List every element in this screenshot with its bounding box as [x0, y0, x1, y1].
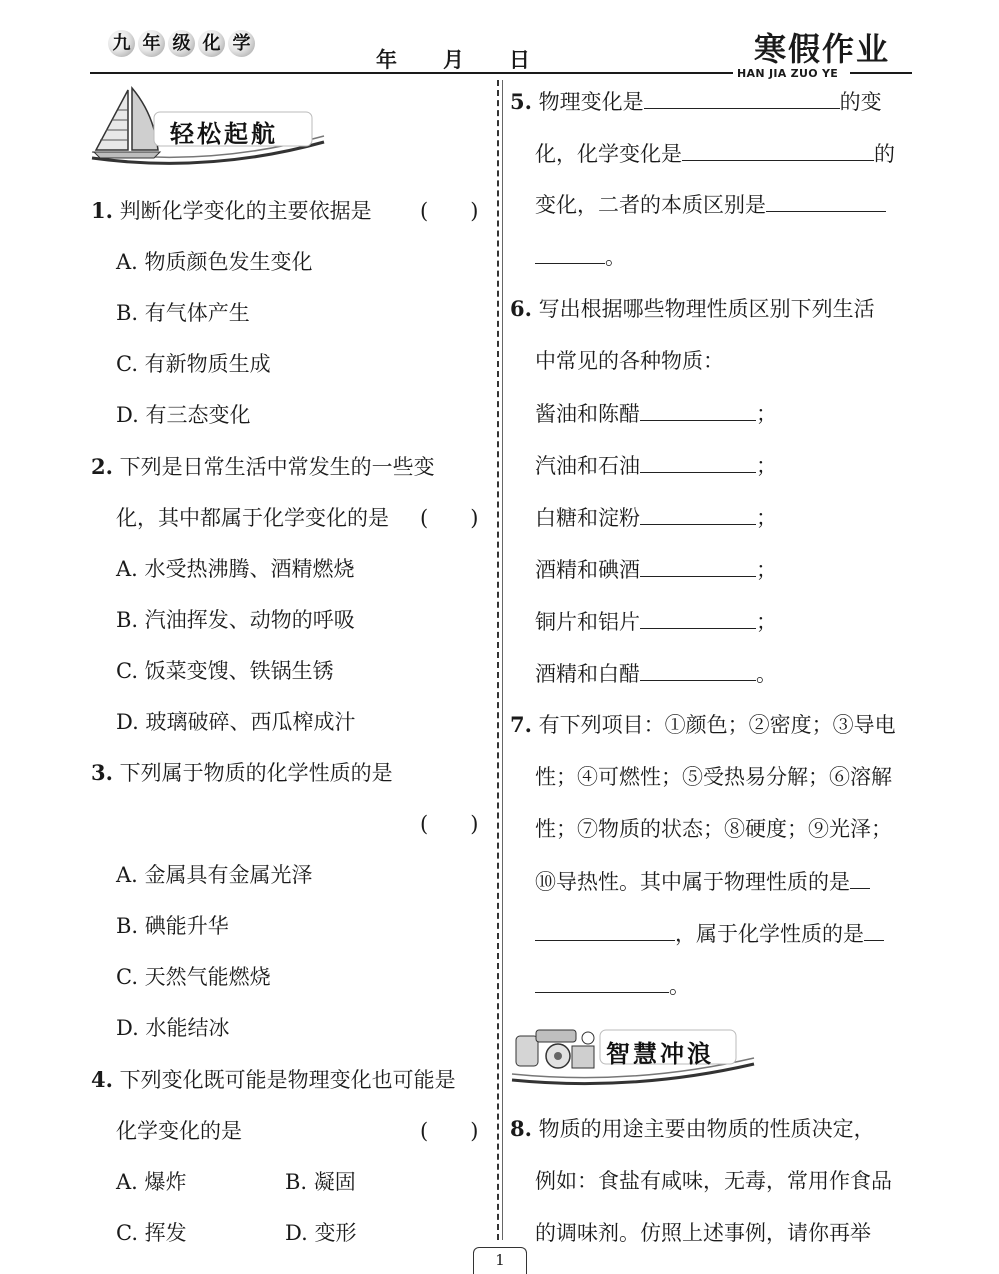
answer-blank[interactable]: [535, 243, 605, 264]
answer-blank[interactable]: [640, 400, 756, 421]
header-rule-right: [850, 72, 912, 74]
fill-item: [535, 452, 777, 479]
question-7-line-4: [535, 868, 870, 895]
question-number: 2.: [91, 454, 113, 479]
grade-char: 级: [168, 30, 195, 57]
question-7-line-6: [535, 972, 690, 999]
option-a: A. 金属具有金属光泽: [116, 863, 313, 887]
question-stem: 下列变化既可能是物理变化也可能是: [119, 1068, 456, 1092]
fill-item-label: 酒精和碘酒: [535, 558, 640, 582]
fill-item-end: ；: [756, 506, 777, 530]
question-number: 3.: [91, 760, 113, 785]
question-5-line-4: [535, 243, 626, 270]
answer-paren: ( ): [420, 812, 479, 836]
question-stem: 下列是日常生活中常发生的一些变: [119, 455, 435, 479]
question-stem-cont: 化学变化的是: [116, 1119, 242, 1143]
option-a: A. 水受热沸腾、酒精燃烧: [116, 557, 355, 581]
option-b: B. 碘能升华: [116, 914, 229, 938]
answer-paren: ( ): [420, 506, 479, 530]
question-stem-cont: 化，其中都属于化学变化的是: [116, 506, 389, 530]
option-c: C. 天然气能燃烧: [116, 965, 271, 989]
grade-label: [108, 30, 255, 57]
option-b: B. 汽油挥发、动物的呼吸: [116, 608, 355, 632]
grade-char: 化: [198, 30, 225, 57]
page-title: 寒假作业: [754, 30, 891, 68]
fill-item-end: ；: [756, 558, 777, 582]
fill-item: [535, 556, 777, 583]
question-stem: 写出根据哪些物理性质区别下列生活: [538, 297, 875, 321]
fill-item: [535, 608, 777, 635]
answer-blank[interactable]: [640, 608, 756, 629]
date-month: 月: [443, 48, 464, 72]
fill-item: [535, 504, 777, 531]
question-1: [91, 198, 372, 224]
option-d: D. 玻璃破碎、西瓜榨成汁: [116, 710, 356, 734]
question-2: [91, 454, 435, 480]
grade-char: 年: [138, 30, 165, 57]
fill-item-label: 酱油和陈醋: [535, 402, 640, 426]
question-number: 8.: [510, 1116, 532, 1141]
grade-char: 学: [228, 30, 255, 57]
question-stem: 下列属于物质的化学性质的是: [119, 761, 393, 785]
answer-blank[interactable]: [644, 88, 840, 109]
answer-blank[interactable]: [535, 972, 669, 993]
question-5: [510, 88, 882, 115]
question-number: 4.: [91, 1067, 113, 1092]
question-6: [510, 296, 875, 322]
question-5-line-3: [535, 191, 886, 218]
option-b: B. 凝固: [285, 1170, 356, 1194]
date-year: 年: [376, 48, 397, 72]
section-title-2: 智慧冲浪: [606, 1040, 714, 1068]
question-3: [91, 760, 393, 786]
question-8: [510, 1116, 875, 1142]
question-text: 物理变化是: [538, 90, 644, 114]
question-7: [510, 712, 896, 738]
section-title-1: 轻松起航: [170, 120, 278, 148]
question-text: 的: [874, 142, 895, 166]
section-banner-1: [88, 84, 328, 168]
section-banner-2: [508, 1022, 758, 1088]
option-c: C. 饭菜变馊、铁锅生锈: [116, 659, 334, 683]
answer-blank[interactable]: [682, 140, 874, 161]
grade-char: 九: [108, 30, 135, 57]
answer-blank[interactable]: [640, 452, 756, 473]
question-number: 5.: [510, 89, 532, 114]
question-text: 化，化学变化是: [535, 142, 682, 166]
fill-item-label: 白糖和淀粉: [535, 506, 640, 530]
question-text: 的调味剂。仿照上述事例，请你再举: [535, 1221, 871, 1245]
fill-item: [535, 660, 777, 687]
question-7-line-5: [535, 920, 884, 947]
column-divider-inner: [502, 80, 503, 1240]
fill-item: [535, 400, 777, 427]
page-number: 1: [473, 1247, 527, 1274]
option-d: D. 水能结冰: [116, 1016, 230, 1040]
fill-item-end: ；: [756, 402, 777, 426]
fill-item-end: ；: [756, 454, 777, 478]
answer-blank[interactable]: [640, 504, 756, 525]
question-text: 物质的用途主要由物质的性质决定，: [538, 1117, 875, 1141]
answer-blank[interactable]: [535, 920, 675, 941]
question-stem-cont: 中常见的各种物质：: [535, 349, 724, 373]
answer-paren: ( ): [420, 199, 479, 223]
option-c: C. 挥发: [116, 1221, 187, 1245]
question-5-line-2: [535, 140, 895, 167]
answer-blank[interactable]: [766, 191, 886, 212]
question-text: ⑩导热性。其中属于物理性质的是: [535, 870, 850, 894]
question-stem: 判断化学变化的主要依据是: [119, 199, 372, 223]
question-4: [91, 1067, 456, 1093]
answer-blank[interactable]: [850, 868, 870, 889]
answer-blank[interactable]: [640, 556, 756, 577]
option-d: D. 有三态变化: [116, 403, 251, 427]
question-number: 1.: [91, 198, 113, 223]
question-text: 变化，二者的本质区别是: [535, 193, 766, 217]
option-d: D. 变形: [285, 1221, 357, 1245]
option-a: A. 物质颜色发生变化: [116, 250, 313, 274]
question-text: 。: [605, 245, 626, 269]
option-b: B. 有气体产生: [116, 301, 250, 325]
question-text: 例如：食盐有咸味，无毒，常用作食品: [535, 1169, 892, 1193]
fill-item-end: ；: [756, 610, 777, 634]
answer-blank[interactable]: [640, 660, 756, 681]
fill-item-end: 。: [756, 662, 777, 686]
question-text: 性；④可燃性；⑤受热易分解；⑥溶解: [535, 765, 892, 789]
question-number: 6.: [510, 296, 532, 321]
question-text: 。: [669, 974, 690, 998]
fill-item-label: 汽油和石油: [535, 454, 640, 478]
question-text: ，属于化学性质的是: [675, 922, 864, 946]
date-day: 日: [509, 48, 530, 72]
question-number: 7.: [510, 712, 532, 737]
option-c: C. 有新物质生成: [116, 352, 271, 376]
option-a: A. 爆炸: [116, 1170, 187, 1194]
question-text: 有下列项目：①颜色；②密度；③导电: [538, 713, 896, 737]
column-divider: [497, 80, 499, 1240]
header-rule: [90, 72, 733, 74]
fill-item-label: 铜片和铝片: [535, 610, 640, 634]
question-text: 性；⑦物质的状态；⑧硬度；⑨光泽；: [535, 817, 892, 841]
answer-blank[interactable]: [864, 920, 884, 941]
question-text: 的变: [839, 90, 882, 114]
fill-item-label: 酒精和白醋: [535, 662, 640, 686]
page-subtitle: HAN JIA ZUO YE: [737, 67, 839, 80]
answer-paren: ( ): [420, 1119, 479, 1143]
